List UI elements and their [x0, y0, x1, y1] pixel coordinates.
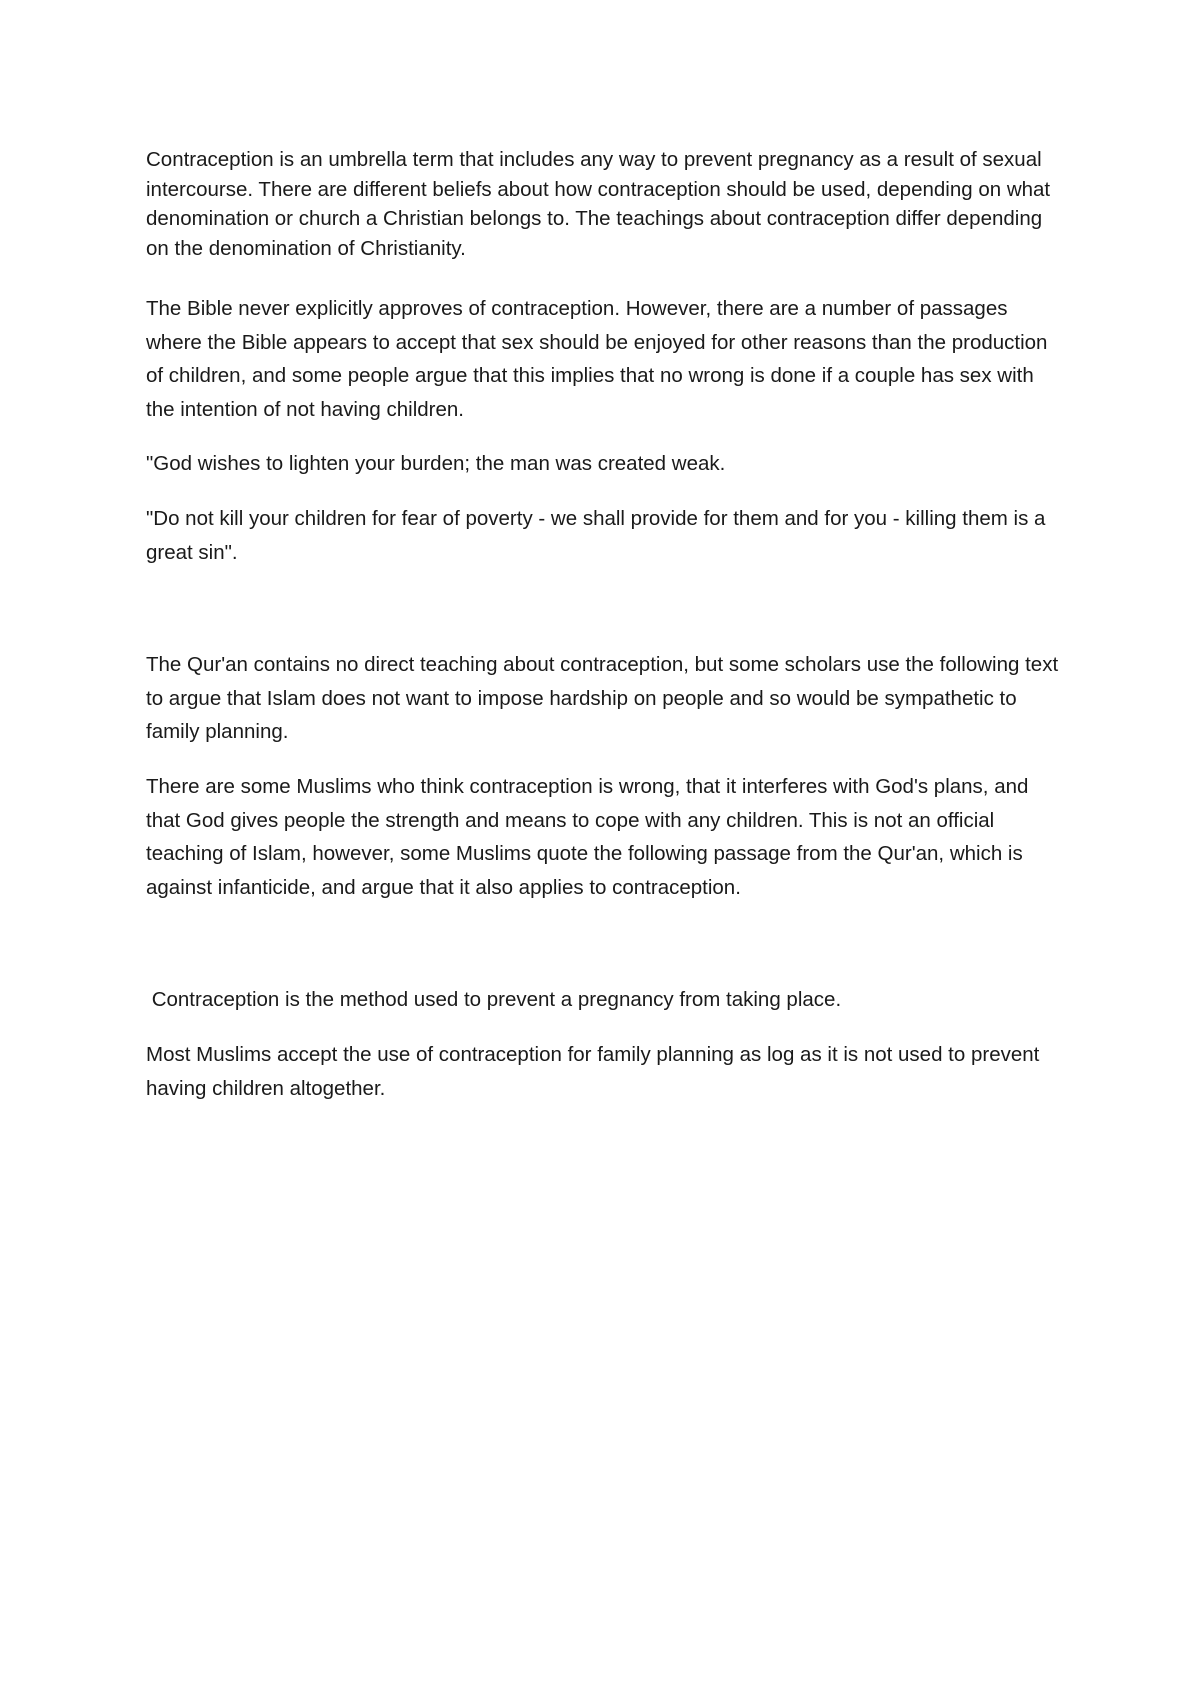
- paragraph-quran-teaching: The Qur'an contains no direct teaching about contraception, but some scholars use the following text to argue that Islam does not want to impose hardship on people and so would be sympathetic to family planning.: [146, 653, 1059, 743]
- quote-lighten-burden: "God wishes to lighten your burden; the man was created weak.: [146, 452, 726, 475]
- paragraph-muslims-accept-contraception: Most Muslims accept the use of contraception for family planning as log as it is not used to prevent having children altogether.: [146, 1043, 1040, 1100]
- paragraph-contraception-method: Contraception is the method used to prevent a pregnancy from taking place.: [146, 988, 842, 1011]
- paragraph-bible-contraception: The Bible never explicitly approves of contraception. However, there are a number of passages where the Bible appears to accept that sex should be enjoyed for other reasons than the production of children, and some people argue that this implies that no wrong is done if a couple has sex with the intention of not having children.: [146, 297, 1048, 421]
- paragraph-muslims-against-contraception: There are some Muslims who think contraception is wrong, that it interferes with God's plans, and that God gives people the strength and means to cope with any children. This is not an official teaching of Islam, however, some Muslims quote the following passage from the Qur'an, which is against infanticide, and argue that it also applies to contraception.: [146, 775, 1029, 899]
- paragraph-contraception-definition: Contraception is an umbrella term that includes any way to prevent pregnancy as a result of sexual intercourse. There are different beliefs about how contraception should be used, depending on what denomination or church a Christian belongs to. The teachings about contraception differ depending on the denomination of Christianity.: [146, 148, 1051, 260]
- quote-do-not-kill-children: "Do not kill your children for fear of poverty - we shall provide for them and for you - killing them is a great sin".: [146, 507, 1046, 564]
